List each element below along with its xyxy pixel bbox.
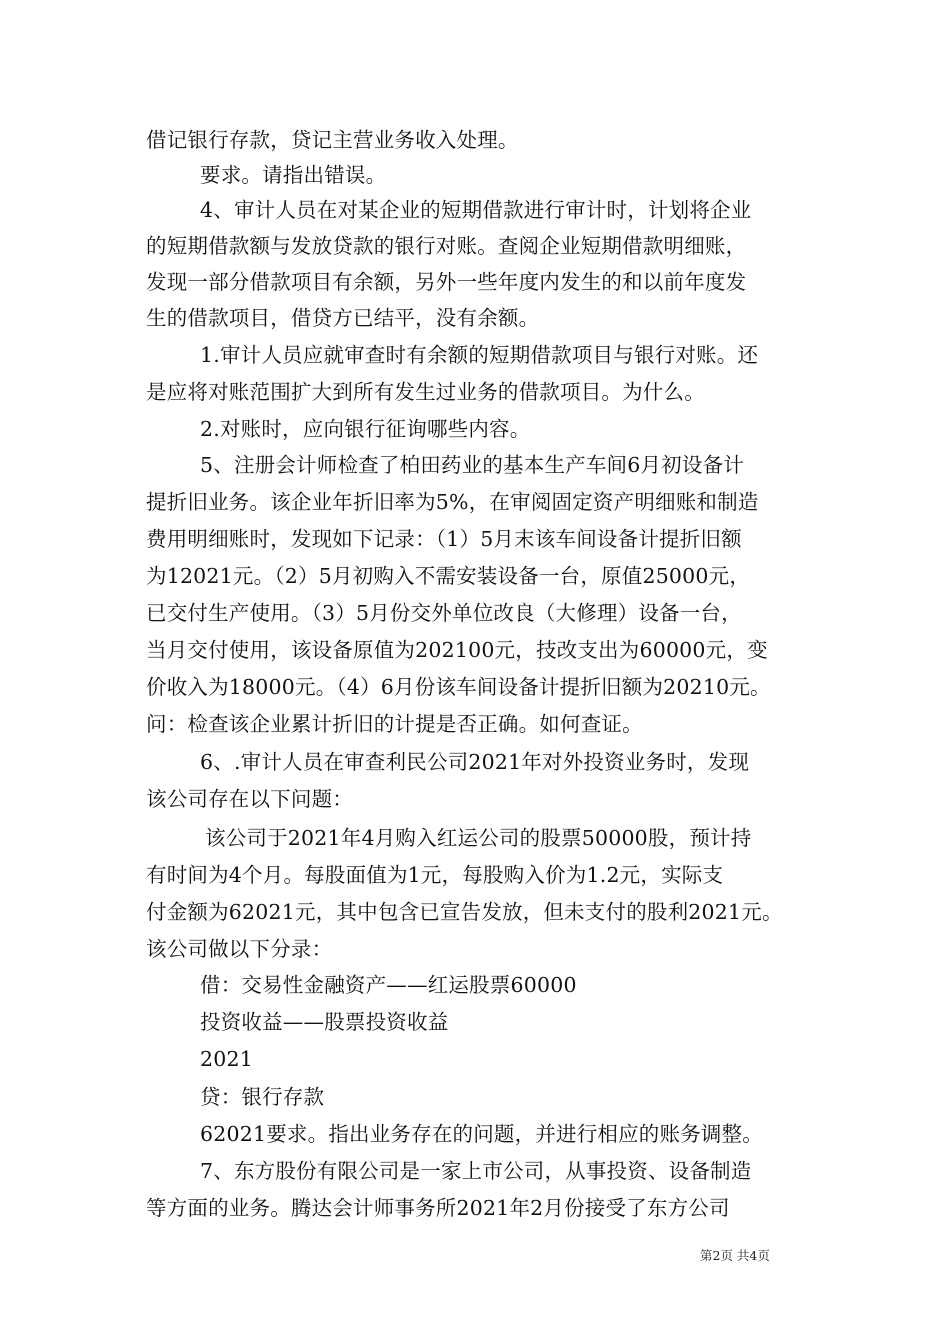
text-line: 的短期借款额与发放贷款的银行对账。查阅企业短期借款明细账， xyxy=(146,234,747,258)
text-line: 5、注册会计师检查了柏田药业的基本生产车间6月初设备计 xyxy=(200,453,744,477)
page-number-footer: 第2页 共4页 xyxy=(700,1248,770,1263)
text-line: 1.审计人员应就审查时有余额的短期借款项目与银行对账。还 xyxy=(200,343,759,367)
text-line: 已交付生产使用。（3）5月份交外单位改良（大修理）设备一台， xyxy=(146,601,742,625)
text-line: 2021 xyxy=(200,1047,253,1071)
text-line: 付金额为62021元，其中包含已宣告发放，但未支付的股利2021元。 xyxy=(146,900,783,924)
text-line: 4、审计人员在对某企业的短期借款进行审计时，计划将企业 xyxy=(200,198,752,222)
text-line: 贷：银行存款 xyxy=(200,1085,325,1109)
text-line: 62021要求。指出业务存在的问题，并进行相应的账务调整。 xyxy=(200,1122,764,1146)
text-line: 发现一部分借款项目有余额，另外一些年度内发生的和以前年度发 xyxy=(146,270,747,294)
text-line: 问：检查该企业累计折旧的计提是否正确。如何查证。 xyxy=(146,712,643,736)
text-line: 等方面的业务。腾达会计师事务所2021年2月份接受了东方公司 xyxy=(146,1196,730,1220)
text-line: 为12021元。（2）5月初购入不需安装设备一台，原值25000元， xyxy=(146,564,751,588)
text-line: 是应将对账范围扩大到所有发生过业务的借款项目。为什么。 xyxy=(146,380,705,404)
text-line: 费用明细账时，发现如下记录：（1）5月末该车间设备计提折旧额 xyxy=(146,527,742,551)
text-line: 借记银行存款，贷记主营业务收入处理。 xyxy=(146,128,519,152)
text-line: 有时间为4个月。每股面值为1元，每股购入价为1.2元，实际支 xyxy=(146,863,724,887)
text-line: 该公司存在以下问题： xyxy=(146,787,353,811)
text-line: 借：交易性金融资产——红运股票60000 xyxy=(200,973,577,997)
text-line: 该公司于2021年4月购入红运公司的股票50000股，预计持 xyxy=(205,826,752,850)
text-line: 提折旧业务。该企业年折旧率为5%，在审阅固定资产明细账和制造 xyxy=(146,490,759,514)
text-line: 6、.审计人员在审查利民公司2021年对外投资业务时，发现 xyxy=(200,750,750,774)
text-line: 2.对账时，应向银行征询哪些内容。 xyxy=(200,417,531,441)
text-line: 价收入为18000元。（4）6月份该车间设备计提折旧额为20210元。 xyxy=(146,675,771,699)
text-line: 生的借款项目，借贷方已结平，没有余额。 xyxy=(146,306,540,330)
text-line: 该公司做以下分录： xyxy=(146,937,333,961)
text-line: 投资收益——股票投资收益 xyxy=(200,1010,449,1034)
text-line: 要求。请指出错误。 xyxy=(200,163,387,187)
text-line: 当月交付使用，该设备原值为202100元，技改支出为60000元，变 xyxy=(146,638,768,662)
text-line: 7、东方股份有限公司是一家上市公司，从事投资、设备制造 xyxy=(200,1159,752,1183)
